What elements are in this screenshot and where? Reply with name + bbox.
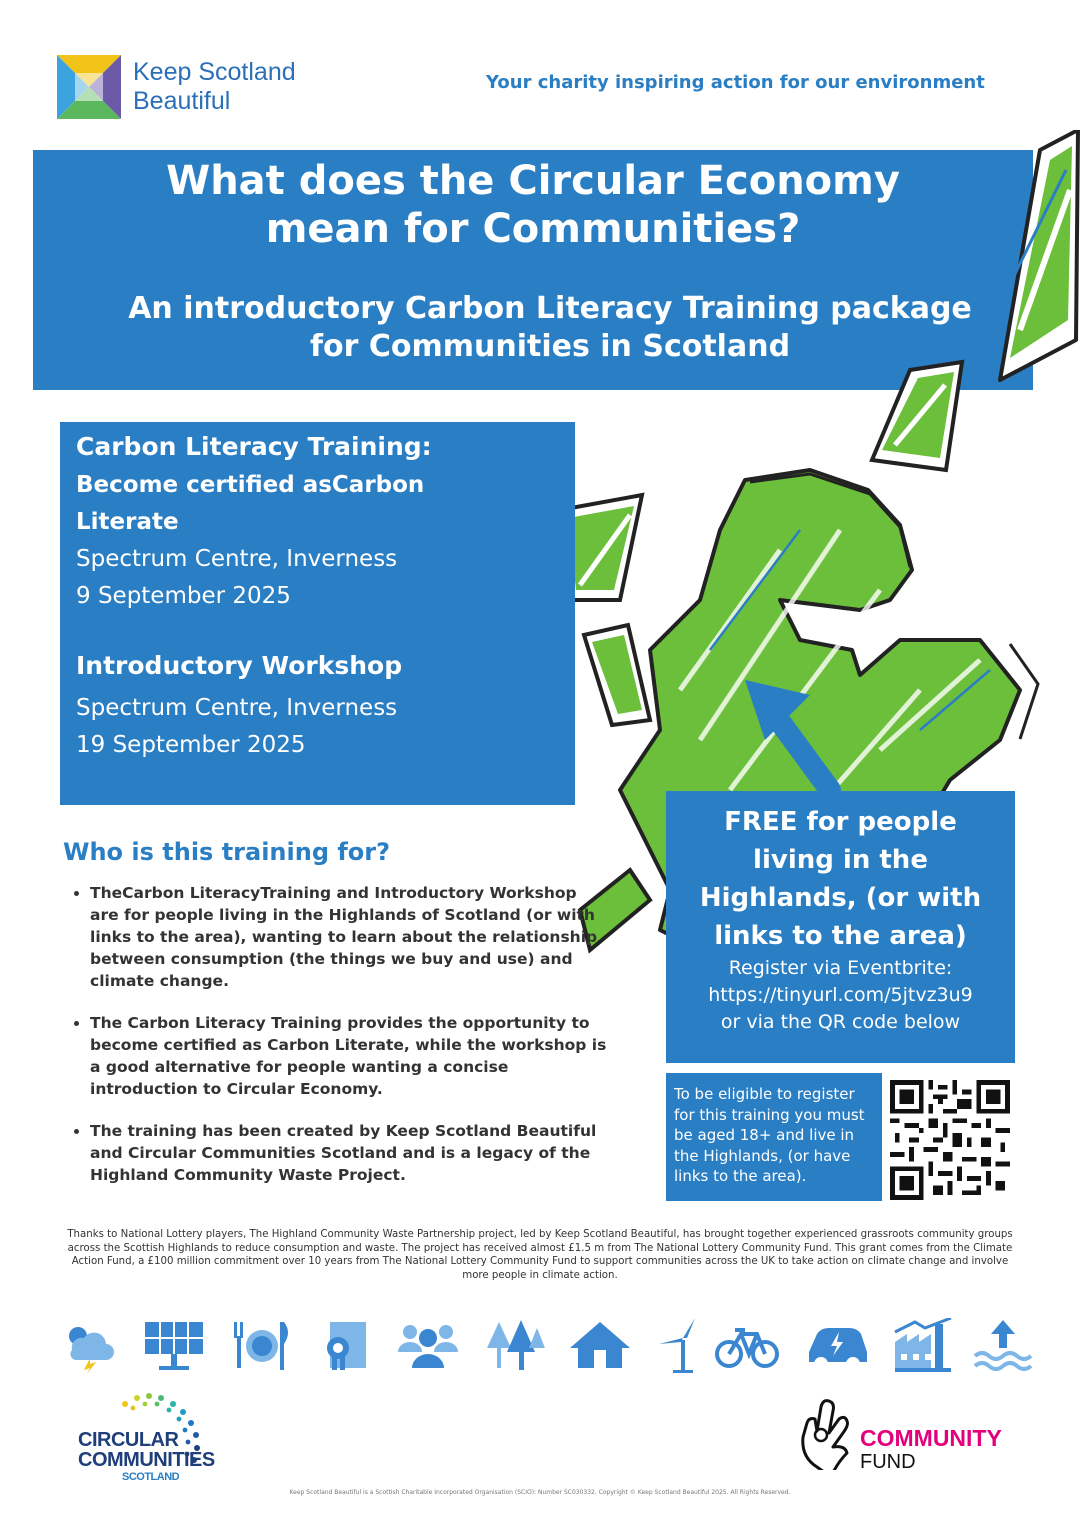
wind-turbine-icon bbox=[659, 1318, 699, 1373]
flood-icon bbox=[975, 1320, 1031, 1369]
cc-line3: SCOTLAND bbox=[122, 1471, 180, 1483]
free-line3: Highlands, (or with bbox=[699, 883, 982, 913]
training-venue: Spectrum Centre, Inverness bbox=[76, 546, 398, 572]
events-panel bbox=[60, 422, 575, 805]
certificate-icon bbox=[327, 1322, 366, 1370]
electric-car-icon bbox=[809, 1328, 867, 1371]
shard-top-right bbox=[1000, 130, 1078, 380]
training-date: 9 September 2025 bbox=[76, 583, 291, 609]
workshop-date: 19 September 2025 bbox=[76, 732, 306, 758]
title-line2: mean for Communities? bbox=[265, 206, 801, 252]
free-line2: living in the bbox=[753, 845, 928, 875]
trees-icon bbox=[487, 1320, 545, 1370]
free-line4: links to the area) bbox=[714, 921, 967, 951]
subtitle-line2: for Communities in Scotland bbox=[309, 329, 791, 364]
community-fund-logo bbox=[860, 1426, 1002, 1474]
workshop-heading: Introductory Workshop bbox=[76, 651, 403, 680]
lottery-hand-icon bbox=[797, 1395, 857, 1470]
who-heading: Who is this training for? bbox=[63, 838, 391, 866]
who-bullet-2: • The Carbon Literacy Training provides the opportunity to become certified as Carbon Literate, while the workshop is a good alternative for people wanting a concise introduction to Circular Economy. bbox=[90, 1012, 610, 1100]
food-icon bbox=[234, 1322, 288, 1370]
workshop-venue: Spectrum Centre, Inverness bbox=[76, 695, 398, 721]
qr-code[interactable] bbox=[890, 1080, 1010, 1200]
free-line1: FREE for people bbox=[724, 807, 957, 837]
training-heading: Carbon Literacy Training: bbox=[76, 432, 432, 461]
community-icon bbox=[398, 1325, 458, 1368]
ksb-logo-line2: Beautiful bbox=[133, 87, 231, 115]
training-sub-line1: Become certified asCarbon bbox=[76, 472, 425, 498]
title-line1: What does the Circular Economy bbox=[166, 158, 900, 204]
register-text: Register via Eventbrite: bbox=[728, 957, 953, 979]
training-sub-line2: Literate bbox=[76, 509, 179, 535]
fund-line1: COMMUNITY bbox=[860, 1425, 1002, 1451]
cc-line1: CIRCULAR bbox=[78, 1429, 179, 1451]
training-subheading bbox=[76, 467, 424, 541]
factory-icon bbox=[895, 1318, 951, 1372]
ksb-logo-mark bbox=[57, 55, 121, 119]
shard-mid bbox=[872, 362, 962, 470]
tagline: Your charity inspiring action for our environment bbox=[486, 72, 985, 93]
fund-line2: FUND bbox=[860, 1451, 916, 1473]
weather-icon bbox=[69, 1327, 114, 1374]
theme-icons-row bbox=[60, 1318, 1040, 1374]
who-bullet-3: • The training has been created by Keep Scotland Beautiful and Circular Communities Scotland and is a legacy of the Highland Community Waste Project. bbox=[90, 1120, 610, 1186]
bicycle-icon bbox=[717, 1330, 777, 1366]
circular-communities-logo bbox=[78, 1430, 215, 1484]
subtitle-line1: An introductory Carbon Literacy Training package bbox=[128, 291, 972, 326]
ksb-logo-line1: Keep Scotland bbox=[133, 58, 296, 86]
cc-line2: COMMUNITIES bbox=[78, 1449, 215, 1471]
home-icon bbox=[570, 1322, 630, 1368]
who-bullet-1: • TheCarbon LiteracyTraining and Introductory Workshop are for people living in the Highlands of Scotland (or with links to the area), wanting to learn about the relationship between consumption (the things we buy and use) and climate change. bbox=[90, 882, 610, 992]
register-link[interactable]: https://tinyurl.com/5jtvz3u9 bbox=[708, 984, 973, 1006]
workshop-details bbox=[76, 690, 397, 764]
eligibility-panel bbox=[666, 1073, 882, 1201]
training-details bbox=[76, 541, 397, 615]
legal-notice: Keep Scotland Beautiful is a Scottish Charitable Incorporated Organisation (SCIO): Number SC030332. Copyright © Keep Scotland Beautiful 2025. All Rights Reserved. bbox=[289, 1489, 791, 1496]
shard-left-lower bbox=[584, 625, 650, 725]
free-heading bbox=[666, 803, 1015, 955]
free-panel bbox=[666, 791, 1015, 1063]
funding-footnote: Thanks to National Lottery players, The Highland Community Waste Partnership project, led by Keep Scotland Beautiful, has brought together experienced grassroots community groups across the Scottish Highlands to reduce consumption and waste. The project has received almost £1.5 m from The National Lottery Community Fund. This grant comes from the Climate Action Fund, a £100 million commitment over 10 years from The National Lottery Community Fund to support communities across the UK to take action on climate change and involve more people in climate action. bbox=[67, 1229, 1013, 1281]
eligibility-text: To be eligible to register for this training you must be aged 18+ and live in the Highlands, (or have links to the area). bbox=[674, 1085, 865, 1185]
qr-note: or via the QR code below bbox=[720, 1011, 961, 1033]
ksb-logo-text bbox=[133, 58, 296, 116]
who-bullet-list bbox=[72, 882, 610, 1206]
solar-panel-icon bbox=[145, 1322, 203, 1370]
